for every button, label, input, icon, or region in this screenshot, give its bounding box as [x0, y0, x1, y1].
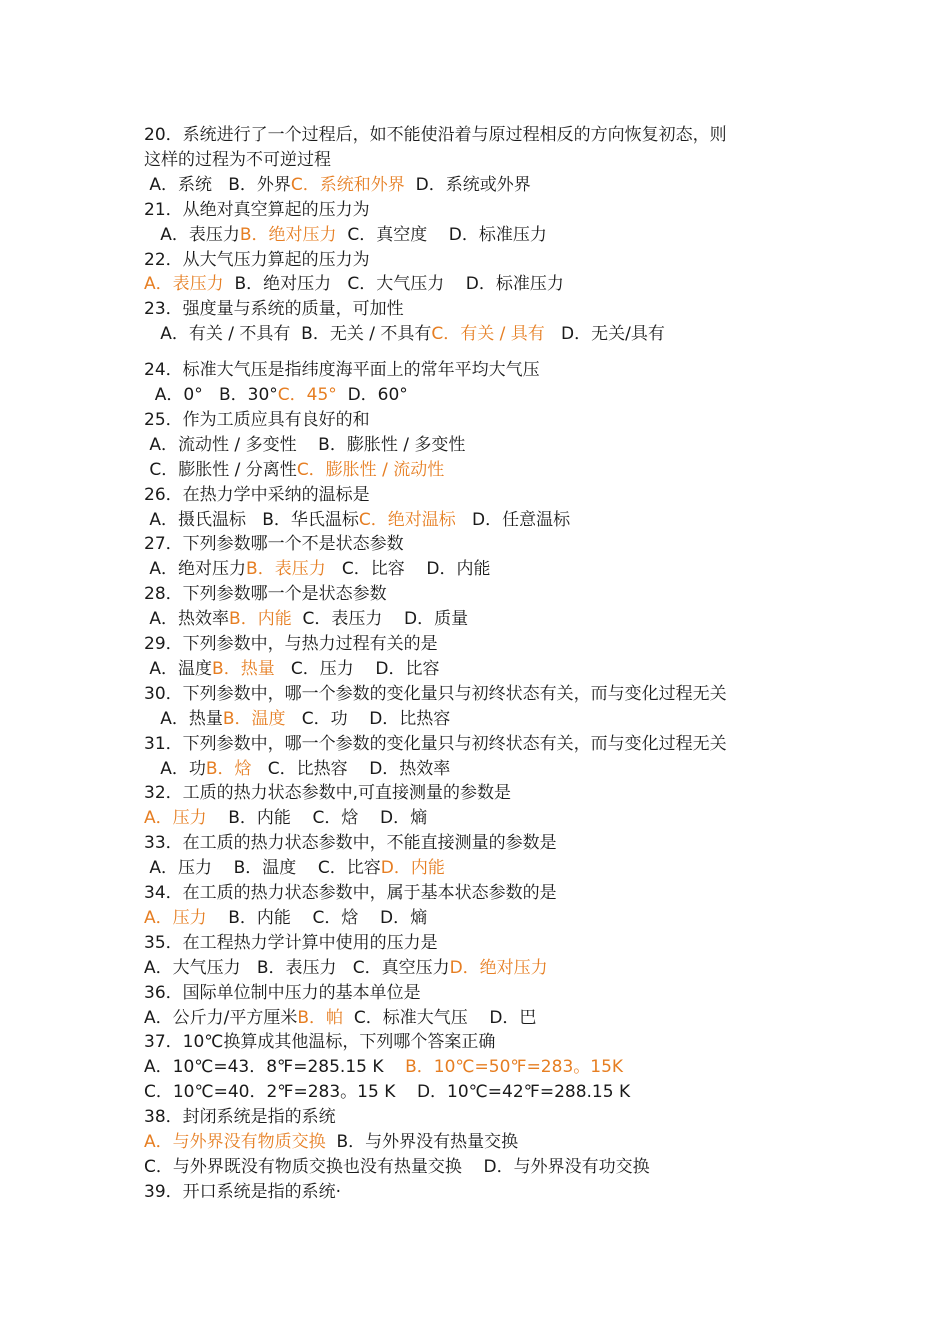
text-run: 21．从绝对真空算起的压力为 — [144, 199, 370, 220]
text-run: 30．下列参数中，哪一个参数的变化量只与初终状态有关，而与变化过程无关 — [144, 683, 727, 704]
text-run: C．功 D．比热容 — [285, 708, 451, 729]
answer-option: B．温度 — [222, 708, 286, 729]
text-run: C．标准大气压 D．巴 — [343, 1007, 537, 1028]
text-line — [144, 732, 727, 757]
text-run: A．公斤力/平方厘米 — [144, 1007, 298, 1028]
text-run: B．内能 C．焓 D．熵 — [206, 808, 428, 829]
text-run: 20．系统进行了一个过程后，如不能使沿着与原过程相反的方向恢复初态，则 — [144, 125, 727, 145]
text-run: C．比热容 D．热效率 — [251, 758, 451, 779]
text-line — [144, 707, 450, 732]
text-run: 27．下列参数哪一个不是状态参数 — [144, 534, 404, 555]
answer-option: A．表压力 — [144, 274, 224, 295]
answer-option: D．绝对压力 — [449, 957, 548, 978]
text-line — [144, 1130, 518, 1155]
answer-option: C．有关 / 具有 — [431, 324, 545, 345]
text-line — [144, 1180, 341, 1205]
text-run: 33．在工质的热力状态参数中，不能直接测量的参数是 — [144, 833, 557, 854]
text-run: 35．在工程热力学计算中使用的压力是 — [144, 932, 438, 953]
text-run: 28．下列参数哪一个是状态参数 — [144, 584, 387, 605]
text-line — [144, 856, 445, 881]
text-line — [144, 458, 444, 483]
text-line — [144, 557, 491, 582]
text-line — [144, 781, 511, 806]
answer-option: D．内能 — [380, 858, 445, 879]
text-line — [144, 483, 370, 508]
text-run: D．无关/具有 — [544, 324, 665, 345]
text-run: 25．作为工质应具有良好的和 — [144, 409, 370, 430]
text-run: A．0° B．30° — [144, 385, 278, 405]
text-line — [144, 148, 331, 173]
text-run: 36．国际单位制中压力的基本单位是 — [144, 982, 421, 1003]
answer-option: A．与外界没有物质交换 — [144, 1132, 326, 1152]
text-run: A．有关 / 不具有 B．无关 / 不具有 — [144, 324, 432, 345]
answer-option: C．系统和外界 — [290, 174, 405, 195]
text-run: A．流动性 / 多变性 B．膨胀性 / 多变性 — [144, 434, 466, 455]
text-line — [144, 223, 547, 248]
text-line — [144, 508, 570, 533]
text-line — [144, 322, 665, 347]
answer-option: B．帕 — [297, 1007, 344, 1028]
answer-option: B．内能 — [229, 609, 292, 630]
answer-option: B．表压力 — [246, 559, 326, 580]
text-line — [144, 297, 404, 322]
text-run: A．大气压力 B．表压力 C．真空压力 — [144, 957, 450, 978]
text-line — [144, 632, 438, 657]
text-line — [144, 198, 370, 223]
text-run: A．系统 B．外界 — [144, 174, 291, 195]
answer-option: B．焓 — [205, 758, 252, 779]
text-line — [144, 1080, 630, 1105]
text-run: B．与外界没有热量交换 — [325, 1132, 519, 1152]
text-run: A．摄氏温标 B．华氏温标 — [144, 509, 359, 530]
text-line — [144, 931, 438, 956]
text-line — [144, 881, 557, 906]
text-run: A．功 — [144, 758, 206, 779]
text-run: 37．10℃换算成其他温标，下列哪个答案正确 — [144, 1032, 496, 1053]
text-run: 22．从大气压力算起的压力为 — [144, 249, 370, 270]
text-line — [144, 1006, 536, 1031]
text-line — [144, 906, 427, 931]
answer-option: B．热量 — [212, 658, 275, 679]
text-run: A．10℃=43．8℉=285.15 K — [144, 1057, 406, 1078]
text-run: B．绝对压力 C．大气压力 D．标准压力 — [223, 274, 564, 295]
text-line — [144, 123, 727, 148]
answer-option: C．膨胀性 / 流动性 — [296, 459, 445, 480]
text-line — [144, 433, 465, 458]
text-run: C．真空度 D．标准压力 — [336, 224, 547, 245]
text-run: 38．封闭系统是指的系统 — [144, 1107, 336, 1128]
text-run: 39．开口系统是指的系统· — [144, 1181, 342, 1202]
text-run: A．绝对压力 — [144, 559, 247, 580]
text-line — [144, 1155, 650, 1180]
text-line — [144, 956, 548, 981]
answer-option: C．绝对温标 — [358, 509, 456, 530]
text-run: A．表压力 — [144, 224, 240, 245]
answer-option: C．45° — [277, 385, 337, 405]
answer-option: A．压力 — [144, 808, 207, 829]
text-run: A．温度 — [144, 658, 213, 679]
answer-option: A．压力 — [144, 907, 207, 928]
text-line — [144, 981, 421, 1006]
text-run: C．与外界既没有物质交换也没有热量交换 D．与外界没有功交换 — [144, 1156, 650, 1177]
text-run: C．表压力 D．质量 — [291, 609, 469, 630]
text-run: D．60° — [336, 385, 408, 405]
text-line — [144, 607, 468, 632]
text-run: 32．工质的热力状态参数中,可直接测量的参数是 — [144, 783, 512, 804]
text-run: 这样的过程为不可逆过程 — [144, 149, 331, 170]
text-run: A．压力 B．温度 C．比容 — [144, 858, 381, 879]
text-line — [144, 582, 387, 607]
text-run: 23．强度量与系统的质量，可加性 — [144, 299, 404, 320]
text-line — [144, 831, 557, 856]
text-run: D．任意温标 — [455, 509, 571, 530]
text-run: B．内能 C．焓 D．熵 — [206, 907, 428, 928]
text-run: 26．在热力学中采纳的温标是 — [144, 484, 370, 505]
text-line — [144, 1030, 495, 1055]
text-run: C．10℃=40．2℉=283。15 K D．10℃=42℉=288.15 K — [144, 1082, 631, 1103]
text-line — [144, 272, 564, 297]
text-run: A．热量 — [144, 708, 223, 729]
text-line — [144, 173, 531, 198]
text-line — [144, 383, 408, 408]
text-run: 24．标准大气压是指纬度海平面上的常年平均大气压 — [144, 360, 540, 381]
text-run: C．膨胀性 / 分离性 — [144, 459, 297, 480]
text-run: 34．在工质的热力状态参数中，属于基本状态参数的是 — [144, 883, 557, 903]
text-line — [144, 248, 370, 273]
text-run: C．压力 D．比容 — [274, 658, 440, 679]
text-line — [144, 757, 450, 782]
text-run: 31．下列参数中，哪一个参数的变化量只与初终状态有关，而与变化过程无关 — [144, 733, 727, 754]
text-line — [144, 657, 440, 682]
text-run: A．热效率 — [144, 609, 230, 630]
text-line — [144, 1055, 623, 1080]
answer-option: B．10℃=50℉=283。15K — [405, 1057, 624, 1078]
text-line — [144, 532, 404, 557]
text-line — [144, 1105, 336, 1130]
text-line — [144, 358, 540, 383]
text-run: C．比容 D．内能 — [325, 559, 491, 580]
text-line — [144, 408, 370, 433]
text-run: D．系统或外界 — [404, 174, 531, 195]
text-line — [144, 806, 427, 831]
text-line — [144, 682, 727, 707]
text-run: 29．下列参数中，与热力过程有关的是 — [144, 634, 438, 654]
answer-option: B．绝对压力 — [239, 224, 337, 245]
